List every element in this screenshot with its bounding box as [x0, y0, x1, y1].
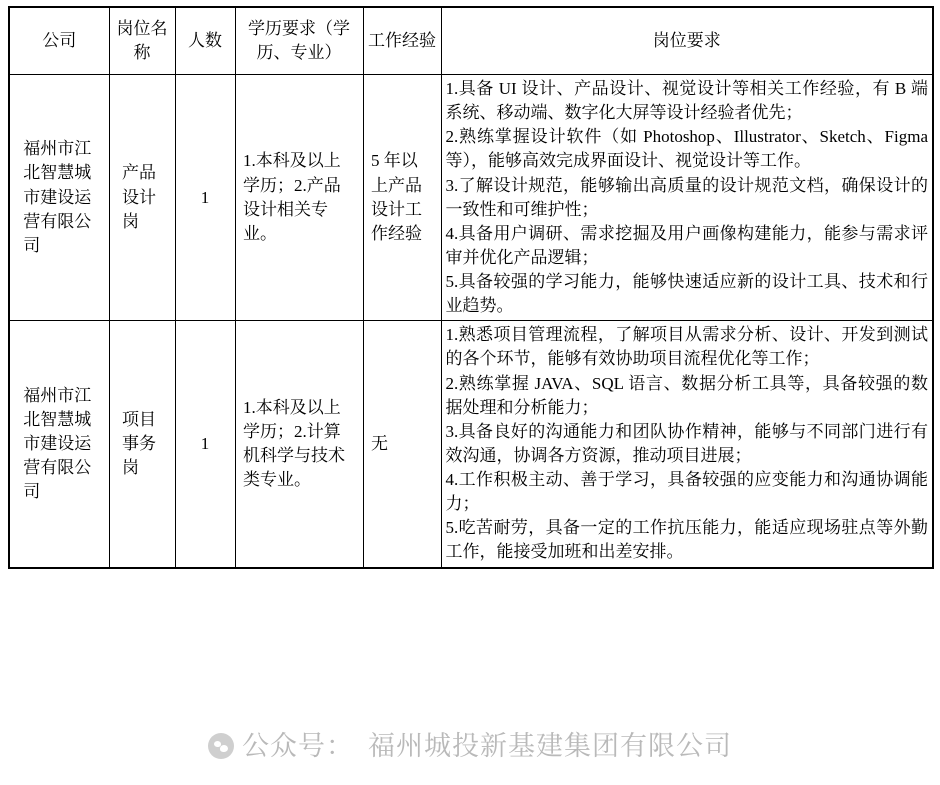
cell-count: 1 — [175, 75, 235, 321]
cell-experience — [363, 321, 441, 568]
cell-post-name — [109, 75, 175, 321]
table-row — [9, 321, 933, 568]
cell-company — [9, 321, 109, 568]
column-header-requirements: 岗位要求 — [441, 7, 933, 75]
cell-company-text: 福州市江北智慧城市建设运营有限公司 — [23, 385, 92, 502]
cell-requirements — [441, 321, 933, 568]
column-header-count: 人数 — [175, 7, 235, 75]
cell-requirements — [441, 75, 933, 321]
requirement-line: 5.具备较强的学习能力，能够快速适应新的设计工具、技术和行业趋势。 — [445, 272, 928, 316]
table-row — [9, 75, 933, 321]
document-sheet — [8, 6, 932, 778]
cell-company-text: 福州市江北智慧城市建设运营有限公司 — [23, 139, 92, 255]
requirement-line: 4.具备用户调研、需求挖掘及用户画像构建能力，能参与需求评审并优化产品逻辑； — [445, 223, 928, 267]
cell-education — [235, 321, 363, 568]
cell-experience-text: 5 年以上产品设计工作经验 — [371, 151, 422, 243]
requirement-line: 1.具备 UI 设计、产品设计、视觉设计等相关工作经验，有 B 端系统、移动端、数字化大屏等设计经验者优先； — [445, 79, 928, 123]
requirement-line: 3.了解设计规范，能够输出高质量的设计规范文档，确保设计的一致性和可维护性； — [445, 175, 928, 219]
column-header-post-name: 岗位名称 — [109, 7, 175, 75]
table-header — [9, 7, 933, 75]
watermark-prefix: 公众号： — [242, 731, 354, 761]
column-header-experience: 工作经验 — [363, 7, 441, 75]
requirement-line: 5.吃苦耐劳，具备一定的工作抗压能力，能适应现场驻点等外勤工作，能接受加班和出差安排。 — [445, 518, 928, 562]
cell-education-text: 1.本科及以上学历；2.产品设计相关专业。 — [243, 151, 341, 243]
requirement-line: 2.熟练掌握设计软件（如 Photoshop、Illustrator、Sketch、Figma 等），能够高效完成界面设计、视觉设计等工作。 — [445, 127, 928, 171]
watermark-text: 福州城投新基建集团有限公司 — [368, 731, 732, 761]
cell-education-text: 1.本科及以上学历；2.计算机科学与技术类专业。 — [243, 397, 345, 489]
table-header-row — [9, 7, 933, 75]
cell-count: 1 — [175, 321, 235, 568]
job-postings-table — [8, 6, 934, 569]
cell-experience — [363, 75, 441, 321]
cell-post-name-text: 产品设计岗 — [122, 163, 156, 231]
cell-education — [235, 75, 363, 321]
cell-post-name-text: 项目事务岗 — [122, 409, 156, 477]
cell-company — [9, 75, 109, 321]
cell-post-name — [109, 321, 175, 568]
requirement-line: 3.具备良好的沟通能力和团队协作精神，能够与不同部门进行有效沟通，协调各方资源，推动项目进展； — [445, 421, 928, 465]
requirement-line: 1.熟悉项目管理流程，了解项目从需求分析、设计、开发到测试的各个环节，能够有效协助项目流程优化等工作； — [445, 325, 928, 369]
table-body — [9, 75, 933, 568]
column-header-education: 学历要求（学历、专业） — [235, 7, 363, 75]
requirement-line: 4.工作积极主动、善于学习，具备较强的应变能力和沟通协调能力； — [445, 470, 928, 514]
column-header-company: 公司 — [9, 7, 109, 75]
requirement-line: 2.熟练掌握 JAVA、SQL 语言、数据分析工具等，具备较强的数据处理和分析能力； — [445, 373, 928, 417]
cell-experience-text: 无 — [371, 433, 388, 453]
